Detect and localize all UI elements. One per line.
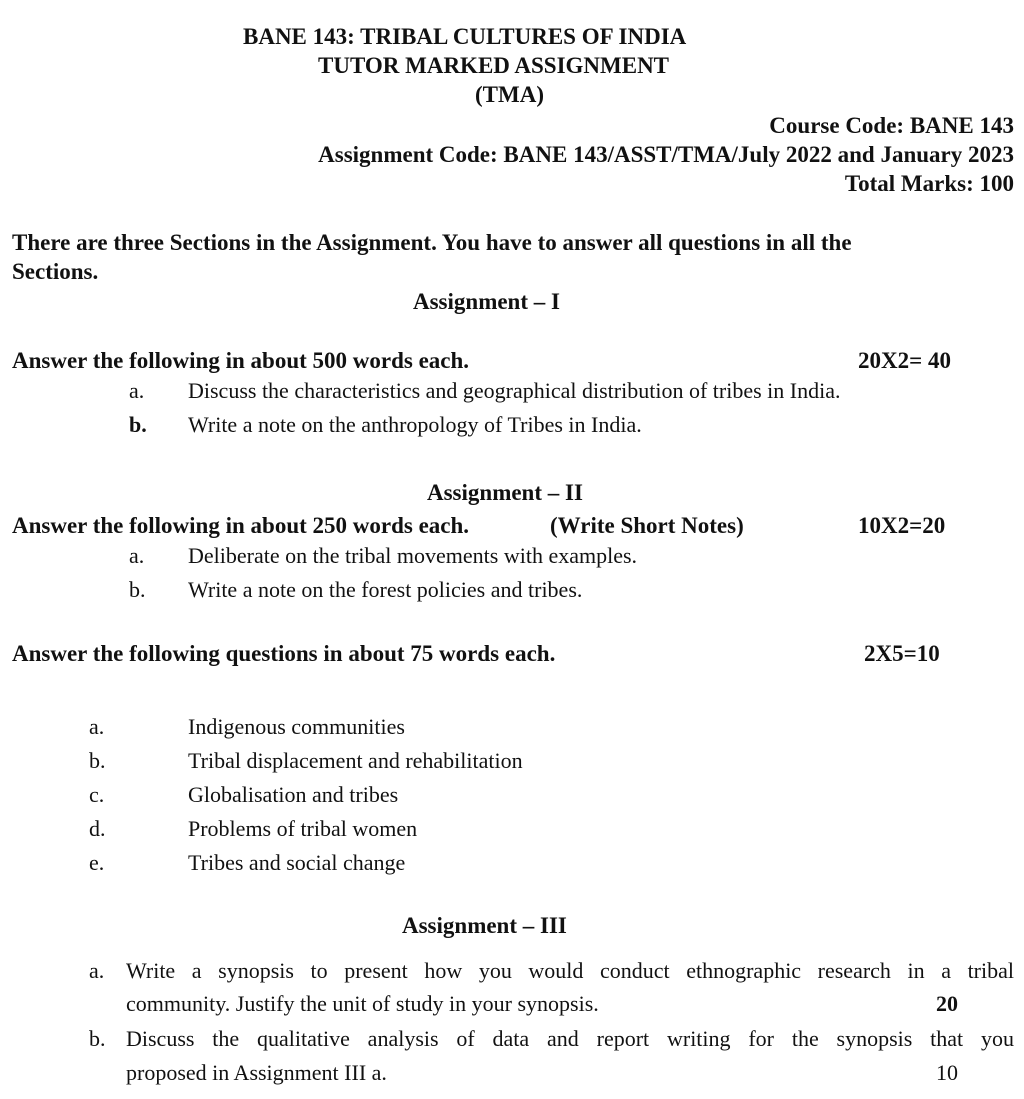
question-marks: 10: [936, 1060, 958, 1085]
list-item-text: Tribal displacement and rehabilitation: [188, 748, 523, 773]
assignment-2-heading: Assignment – II: [427, 480, 583, 505]
list-item-text: Globalisation and tribes: [188, 782, 399, 807]
short-answer-marks: 2X5=10: [864, 641, 940, 666]
question-label: a.: [89, 958, 105, 983]
question-text: Write a note on the anthropology of Tribes in India.: [188, 412, 642, 437]
assignment-1-heading: Assignment – I: [413, 289, 560, 314]
question-text-cont: community. Justify the unit of study in your synopsis.: [126, 991, 599, 1016]
question-label: b.: [129, 412, 147, 437]
list-item-text: Indigenous communities: [188, 714, 405, 739]
assignment-2-instruction: Answer the following in about 250 words each.: [12, 513, 470, 538]
question-marks: 20: [936, 991, 958, 1016]
question-text-cont: proposed in Assignment III a.: [126, 1060, 387, 1085]
list-item-text: Problems of tribal women: [188, 816, 418, 841]
list-item-label: b.: [89, 748, 106, 773]
question-label: a.: [129, 543, 145, 568]
short-answer-instruction: Answer the following questions in about 75 words each.: [12, 641, 556, 666]
document-subtitle: TUTOR MARKED ASSIGNMENT: [318, 53, 670, 78]
intro-text-cont: Sections.: [12, 259, 99, 284]
assignment-code: Assignment Code: BANE 143/ASST/TMA/July 2022 and January 2023: [318, 142, 1014, 167]
question-label: b.: [129, 577, 146, 602]
list-item-label: e.: [89, 850, 105, 875]
total-marks: Total Marks: 100: [844, 171, 1014, 196]
question-label: a.: [129, 378, 145, 403]
list-item-label: c.: [89, 782, 105, 807]
list-item-text: Tribes and social change: [188, 850, 406, 875]
document-abbrev: (TMA): [475, 82, 544, 107]
assignment-2-note: (Write Short Notes): [550, 513, 744, 538]
assignment-1-marks: 20X2= 40: [858, 348, 951, 373]
assignment-1-instruction: Answer the following in about 500 words each.: [12, 348, 470, 373]
assignment-2-marks: 10X2=20: [858, 513, 946, 538]
question-text: Discuss the qualitative analysis of data and report writing for the synopsis that you: [126, 1026, 1014, 1051]
intro-text: There are three Sections in the Assignment. You have to answer all questions in all the: [12, 230, 852, 255]
document-title: BANE 143: TRIBAL CULTURES OF INDIA: [243, 24, 687, 49]
question-text: Discuss the characteristics and geographical distribution of tribes in India.: [188, 378, 841, 403]
assignment-3-heading: Assignment – III: [402, 913, 567, 938]
list-item-label: d.: [89, 816, 106, 841]
question-text: Deliberate on the tribal movements with examples.: [188, 543, 638, 568]
question-label: b.: [89, 1026, 106, 1051]
list-item-label: a.: [89, 714, 105, 739]
question-text: Write a synopsis to present how you would conduct ethnographic research in a tribal: [126, 958, 1014, 983]
question-text: Write a note on the forest policies and tribes.: [188, 577, 583, 602]
course-code: Course Code: BANE 143: [769, 113, 1014, 138]
